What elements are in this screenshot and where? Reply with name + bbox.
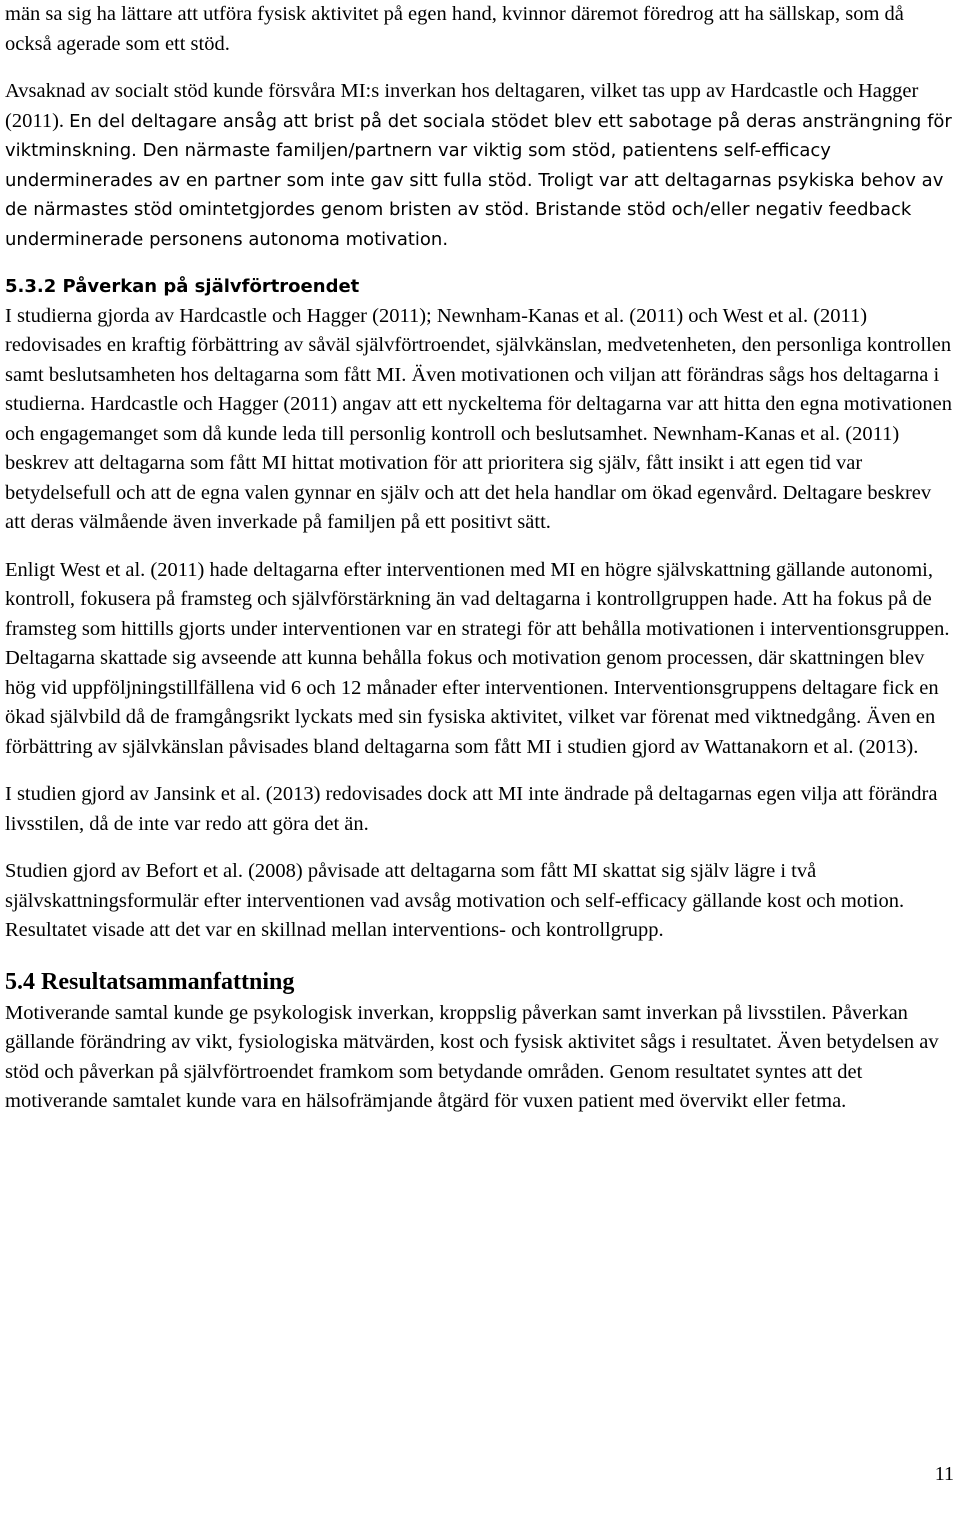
document-page (5, 0, 955, 1117)
paragraph-befort: Studien gjord av Befort et al. (2008) påvisade att deltagarna som fått MI skattat sig själv lägre i två självskattningsformulär efter interventionen vad avsåg motivation och self-efficacy gällande kost och motion. Resultatet visade att det var en skillnad mellan interventions- och kontrollgrupp. (5, 860, 905, 941)
section-heading-summary: 5.4 Resultatsammanfattning (5, 968, 295, 995)
paragraph-social-support (5, 77, 955, 254)
paragraph-self-confidence: I studierna gjorda av Hardcastle och Hagger (2011); Newnham-Kanas et al. (2011) och West et al. (2011) redovisades en kraftig förbättring av såväl självförtroendet, självkänslan, medvetenheten, den personliga kontrollen samt beslutsamheten hos deltagarna som fått MI. Även motivationen och viljan att förändras sågs hos deltagarna i studierna. Hardcastle och Hagger (2011) angav att ett nyckeltema för deltagarna var att hitta den egna motivationen och engagemanget som då kunde leda till personlig kontroll och beslutsamhet. Newnham-Kanas et al. (2011) beskrev att deltagarna som fått MI hittat motivation för att prioritera sig själv, fått insikt i att egen tid var betydelsefull och att de egna valen gynnar en själv och att det hela handlar om ökad egenvård. Deltagare beskrev att deras välmående även inverkade på familjen på ett positivt sätt. (5, 304, 952, 533)
paragraph-west: Enligt West et al. (2011) hade deltagarna efter interventionen med MI en högre självskattning gällande autonomi, kontroll, fokusera på framsteg och självförstärkning än vad deltagarna i kontrollgruppen hade. Att ha fokus på de framsteg som hittills gjorts under interventionen var en strategi för att behålla motivationen i interventionsgruppen. Deltagarna skattade sig avseende att kunna behålla fokus och motivation genom processen, där skattningen blev hög vid uppföljningstillfällena vid 6 och 12 månader efter interventionen. Interventionsgruppens deltagare fick en ökad självbild då de framgångsrikt lyckats med sin fysiska aktivitet, vilket var förenat med viktnedgång. Även en förbättring av självkänslan påvisades bland deltagarna som fått MI i studien gjord av Wattanakorn et al. (2013). (5, 558, 950, 758)
paragraph-summary: Motiverande samtal kunde ge psykologisk inverkan, kroppslig påverkan samt inverkan på livsstilen. Påverkan gällande förändring av vikt, fysiologiska mätvärden, kost och fysisk aktivitet sågs i resultatet. Även betydelsen av stöd och påverkan på självförtroendet framkom som betydande områden. Genom resultatet syntes att det motiverande samtalet kunde vara en hälsofrämjande åtgärd för vuxen patient med övervikt eller fetma. (5, 1001, 939, 1112)
subsection-heading-self-confidence: 5.3.2 Påverkan på självförtroendet (5, 276, 360, 297)
paragraph-support-gender: män sa sig ha lättare att utföra fysisk aktivitet på egen hand, kvinnor däremot föredrog att ha sällskap, som då också agerade som ett stöd. (5, 3, 904, 55)
page-number: 11 (934, 1463, 954, 1485)
paragraph-social-support-body: En del deltagare ansåg att brist på det sociala stödet blev ett sabotage på deras ansträngning för viktminskning. Den närmaste familjen/partnern var viktig som stöd, patientens self-efficacy underminerades av en partner som inte gav sitt fulla stöd. Troligt var att deltagarnas psykiska behov av de närmastes stöd omintetgjordes genom bristen av stöd. Bristande stöd och/eller negativ feedback underminerade personens autonoma motivation. (5, 110, 952, 250)
paragraph-social-support-lead: Avsaknad av socialt stöd kunde försvåra MI:s inverkan hos deltagaren, vilket tas upp av Hardcastle och Hagger (2011). (5, 80, 919, 132)
paragraph-jansink: I studien gjord av Jansink et al. (2013) redovisades dock att MI inte ändrade på deltagarnas egen vilja att förändra livsstilen, då de inte var redo att göra det än. (5, 783, 938, 835)
